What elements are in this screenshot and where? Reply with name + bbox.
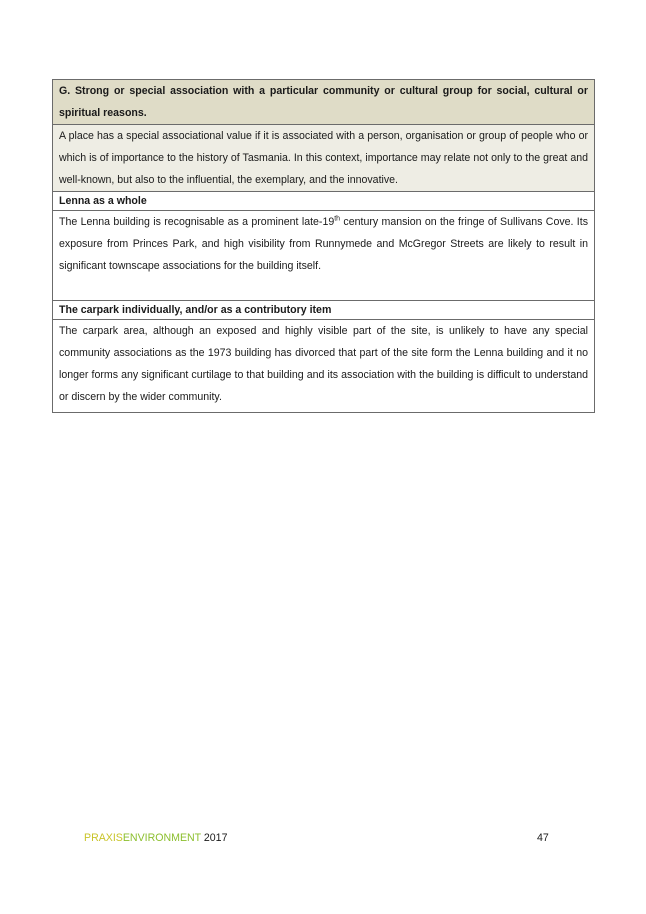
- criterion-heading: G. Strong or special association with a particular community or cultural group for social, cultural or spiritual reasons.: [53, 80, 594, 125]
- section-title-carpark: The carpark individually, and/or as a contributory item: [53, 301, 594, 320]
- page-number: 47: [537, 832, 549, 844]
- section-text-lenna: [53, 211, 594, 301]
- assessment-table: [52, 79, 595, 413]
- footer-year: 2017: [200, 832, 228, 844]
- ordinal-superscript: th: [334, 215, 341, 223]
- brand-environment: ENVIRONMENT: [122, 832, 201, 844]
- section-text-lenna-part2: century mansion on the fringe of Sullivans Cove. Its exposure from Princes Park, and high visibility from Runnymede and McGregor Streets are likely to result in significant townscape associations for the building itself.: [59, 216, 588, 272]
- footer-brand: [84, 832, 227, 844]
- section-text-lenna-part1: The Lenna building is recognisable as a prominent late-19: [59, 216, 335, 228]
- brand-praxis: PRAXIS: [84, 832, 123, 844]
- section-title-lenna: Lenna as a whole: [53, 192, 594, 211]
- criterion-intro: A place has a special associational value if it is associated with a person, organisation or group of people who or which is of importance to the history of Tasmania. In this context, importance may relate not only to the great and well-known, but also to the influential, the exemplary, and the innovative.: [53, 125, 594, 192]
- section-text-carpark: The carpark area, although an exposed and highly visible part of the site, is unlikely to have any special community associations as the 1973 building has divorced that part of the site form the Lenna building and it no longer forms any significant curtilage to that building and its association with the building is difficult to understand or discern by the wider community.: [53, 320, 594, 412]
